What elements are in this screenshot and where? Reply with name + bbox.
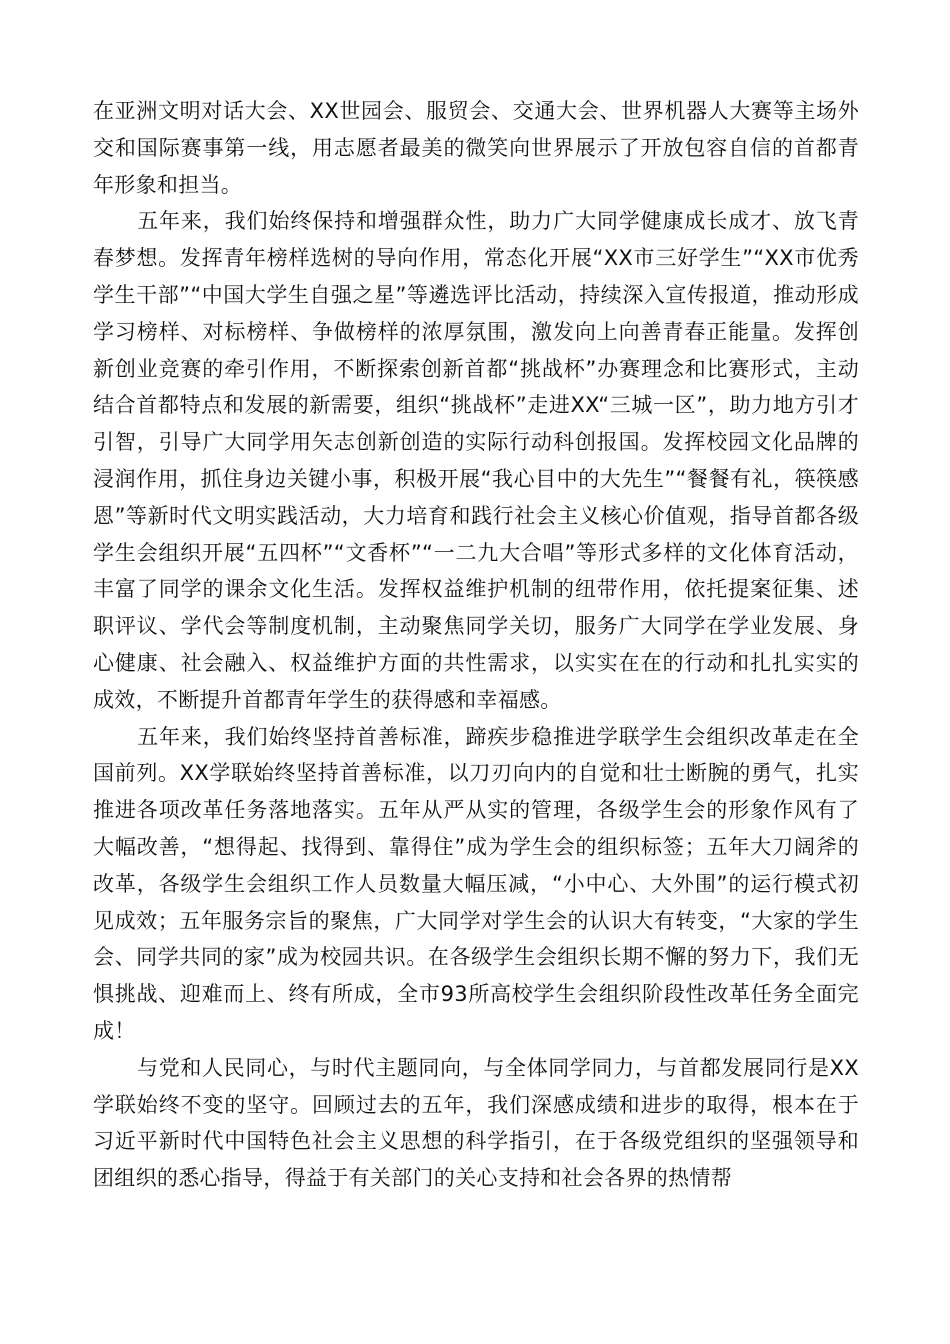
paragraph-continuation: 在亚洲文明对话大会、XX世园会、服贸会、交通大会、世界机器人大赛等主场外交和国际赛事第一线，用志愿者最美的微笑向世界展示了开放包容自信的首都青年形象和担当。	[93, 99, 859, 197]
paragraph-reform: 五年来，我们始终坚持首善标准，蹄疾步稳推进学联学生会组织改革走在全国前列。XX学联始终坚持首善标准，以刀刃向内的自觉和壮士断腕的勇气，扎实推进各项改革任务落地落实。五年从严从实的管理，各级学生会的形象作风有了大幅改善，“想得起、找得到、靠得住”成为学生会的组织标签；五年大刀阔斧的改革，各级学生会组织工作人员数量大幅压减，“小中心、大外围”的运行模式初见成效；五年服务宗旨的聚焦，广大同学对学生会的认识大有转变，“大家的学生会、同学共同的家”成为校园共识。在各级学生会组织长期不懈的努力下，我们无惧挑战、迎难而上、终有所成，全市93所高校学生会组织阶段性改革任务全面完成！	[93, 724, 859, 1043]
document-page	[93, 93, 859, 1197]
paragraph-growth: 五年来，我们始终保持和增强群众性，助力广大同学健康成长成才、放飞青春梦想。发挥青年榜样选树的导向作用，常态化开展“XX市三好学生”“XX市优秀学生干部”“中国大学生自强之星”等遴选评比活动，持续深入宣传报道，推动形成学习榜样、对标榜样、争做榜样的浓厚氛围，激发向上向善青春正能量。发挥创新创业竞赛的牵引作用，不断探索创新首都“挑战杯”办赛理念和比赛形式，主动结合首都特点和发展的新需要，组织“挑战杯”走进XX“三城一区”，助力地方引才引智，引导广大同学用矢志创新创造的实际行动科创报国。发挥校园文化品牌的浸润作用，抓住身边关键小事，积极开展“我心目中的大先生”“餐餐有礼，筷筷感恩”等新时代文明实践活动，大力培育和践行社会主义核心价值观，指导首都各级学生会组织开展“五四杯”“文香杯”“一二九大合唱”等形式多样的文化体育活动，丰富了同学的课余文化生活。发挥权益维护机制的纽带作用，依托提案征集、述职评议、学代会等制度机制，主动聚焦同学关切，服务广大同学在学业发展、身心健康、社会融入、权益维护方面的共性需求，以实实在在的行动和扎扎实实的成效，不断提升首都青年学生的获得感和幸福感。	[93, 209, 859, 712]
paragraph-review: 与党和人民同心，与时代主题同向，与全体同学同力，与首都发展同行是XX学联始终不变的坚守。回顾过去的五年，我们深感成绩和进步的取得，根本在于习近平新时代中国特色社会主义思想的科学指引，在于各级党组织的坚强领导和团组织的悉心指导，得益于有关部门的关心支持和社会各界的热情帮	[93, 1055, 859, 1191]
